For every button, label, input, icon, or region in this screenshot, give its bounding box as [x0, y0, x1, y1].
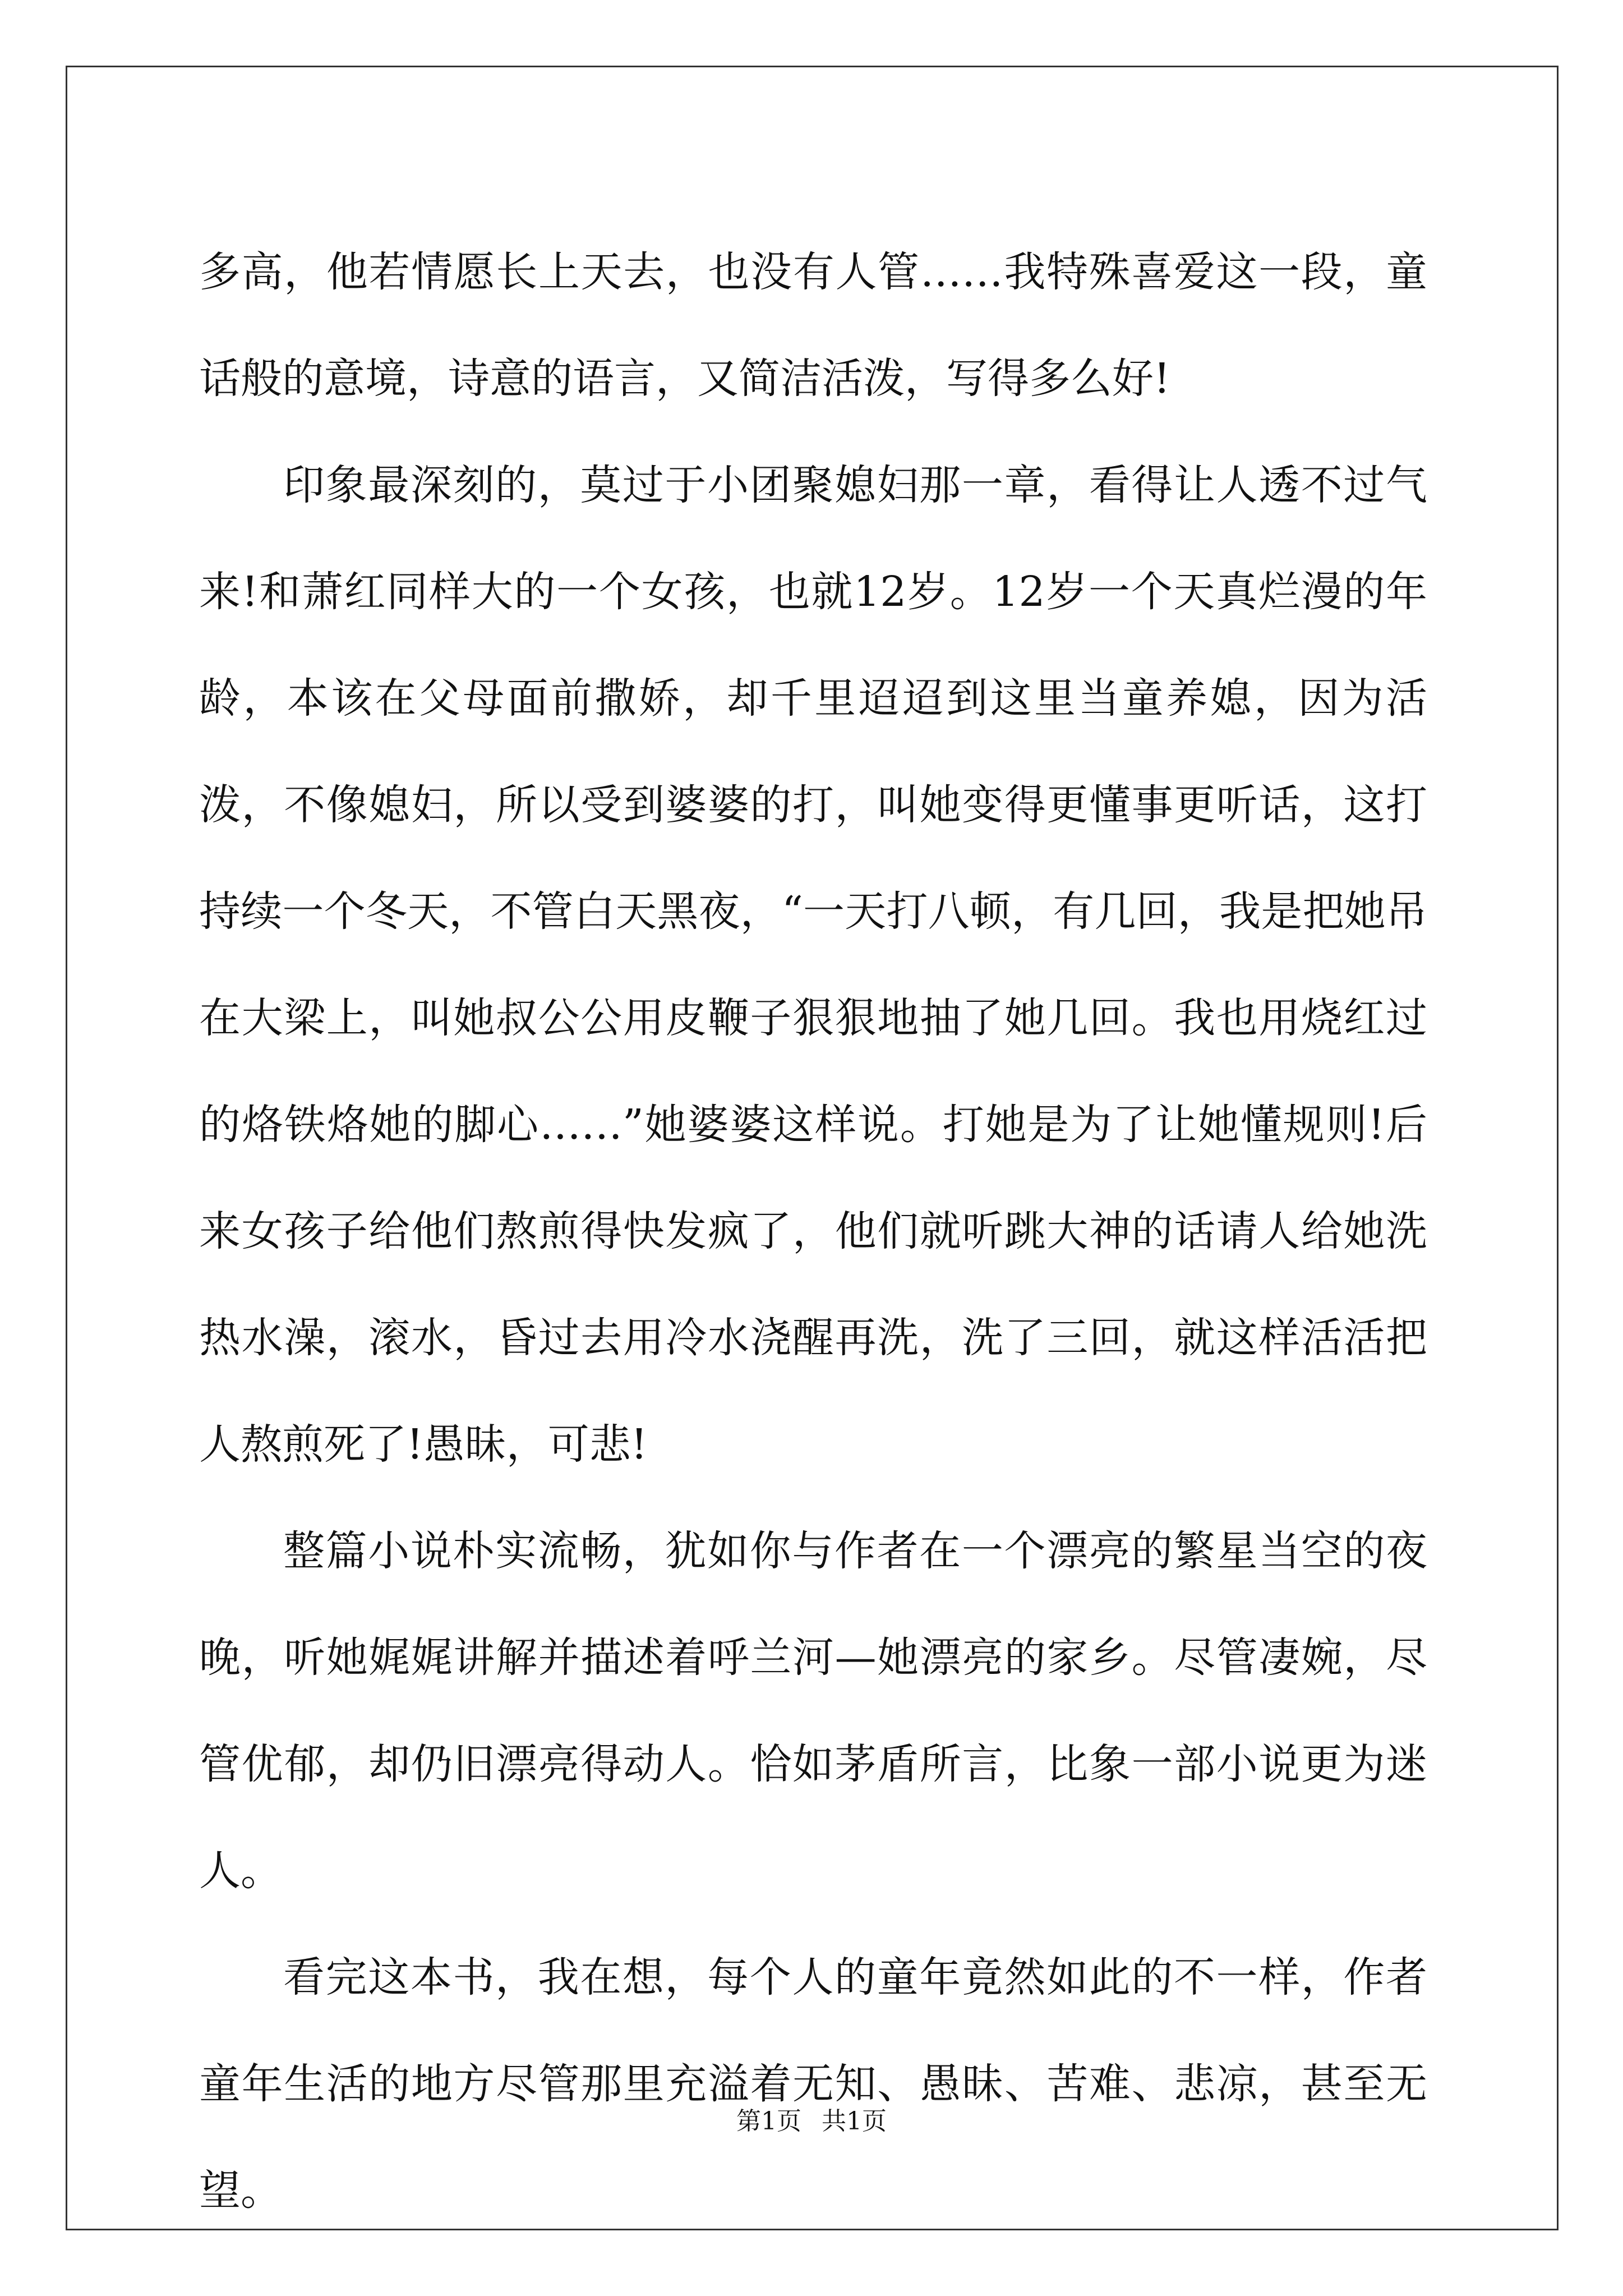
- page-footer: [0, 2105, 1623, 2138]
- paragraph-1: 多高，他若情愿长上天去，也没有人管……我特殊喜爱这一段，童话般的意境，诗意的语言，又简洁活泼，写得多么好!: [199, 248, 1427, 403]
- document-body: [199, 219, 1427, 2244]
- paragraph-2: 印象最深刻的，莫过于小团聚媳妇那一章，看得让人透不过气来!和萧红同样大的一个女孩，也就12岁。12岁一个天真烂漫的年龄，本该在父母面前撒娇，却千里迢迢到这里当童养媳，因为活泼，不像媳妇，所以受到婆婆的打，叫她变得更懂事更听话，这打持续一个冬天，不管白天黑夜，“一天打八顿，有几回，我是把她吊在大梁上，叫她叔公公用皮鞭子狠狠地抽了她几回。我也用烧红过的烙铁烙她的脚心……”她婆婆这样说。打她是为了让她懂规则!后来女孩子给他们熬煎得快发疯了，他们就听跳大神的话请人给她洗热水澡，滚水，昏过去用冷水浇醒再洗，洗了三回，就这样活活把人熬煎死了!愚昧，可悲!: [199, 461, 1427, 1469]
- page-total: 共1页: [822, 2107, 887, 2136]
- page-number: 第1页: [736, 2107, 801, 2136]
- paragraph-4: 看完这本书，我在想，每个人的童年竟然如此的不一样，作者童年生活的地方尽管那里充溢着无知、愚昧、苦难、悲凉，甚至无望。: [199, 1953, 1427, 2215]
- paragraph-3: 整篇小说朴实流畅，犹如你与作者在一个漂亮的繁星当空的夜晚，听她娓娓讲解并描述着呼兰河—她漂亮的家乡。尽管凄婉，尽管优郁，却仍旧漂亮得动人。恰如茅盾所言，比象一部小说更为迷人。: [199, 1527, 1427, 1895]
